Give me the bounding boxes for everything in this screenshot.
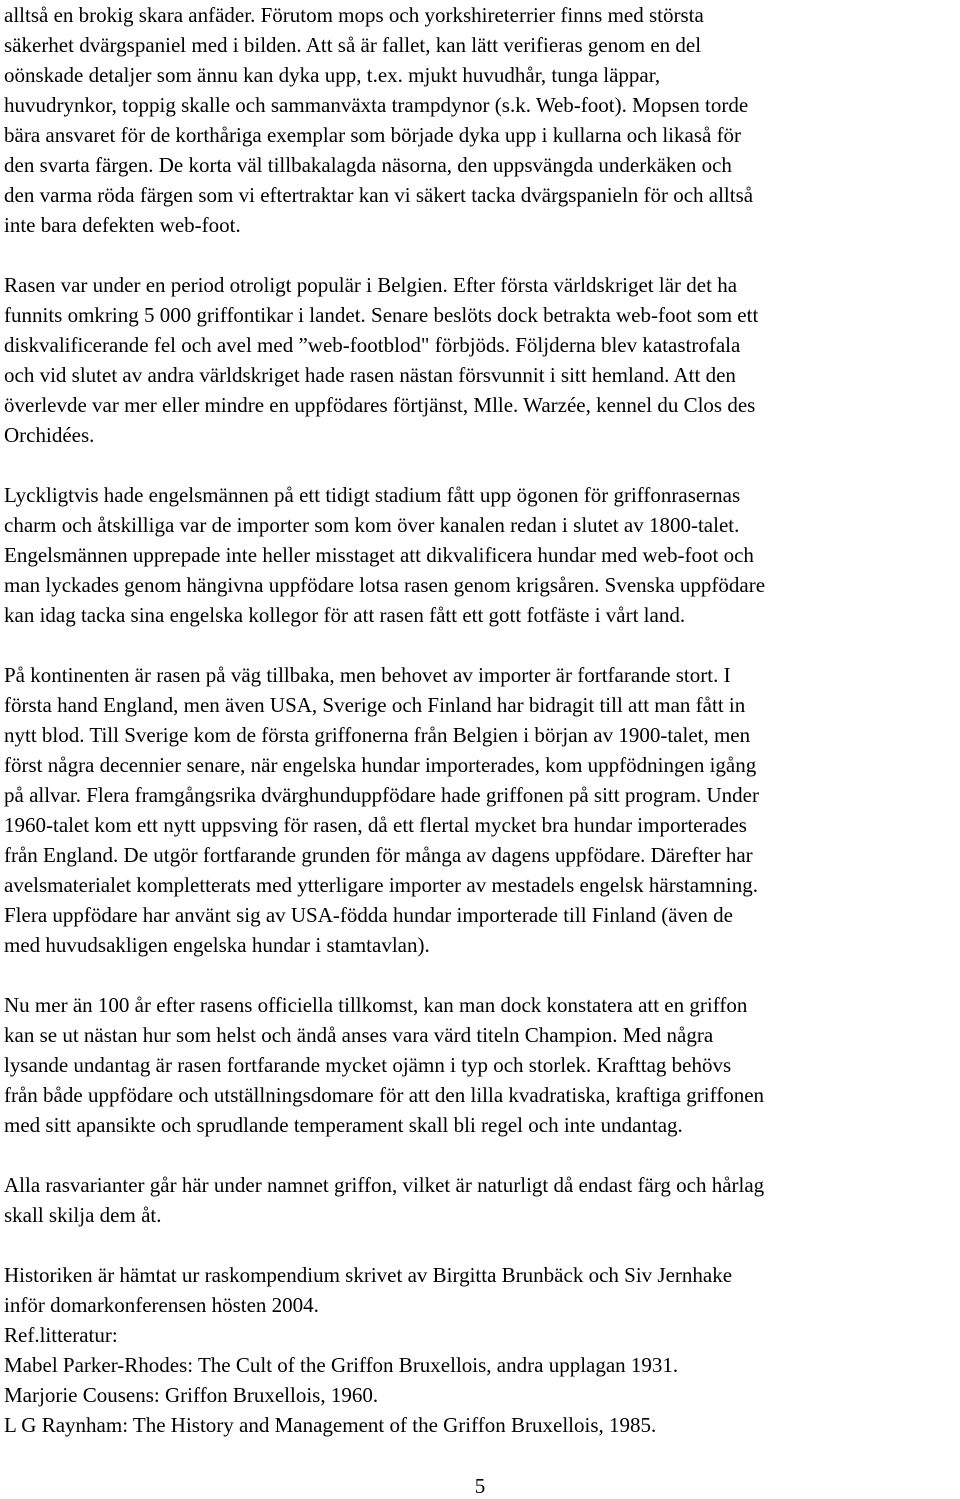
reference-item: L G Raynham: The History and Management of the Griffon Bruxellois, 1985. <box>4 1413 657 1437</box>
text-line: skall skilja dem åt. <box>4 1203 162 1227</box>
paragraph-spacer <box>4 240 956 270</box>
paragraph-spacer <box>4 1140 956 1170</box>
text-line: inför domarkonferensen hösten 2004. <box>4 1293 319 1317</box>
text-line: med sitt apansikte och sprudlande temperament skall bli regel och inte undantag. <box>4 1113 683 1137</box>
text-line: man lyckades genom hängivna uppfödare lotsa rasen genom krigsåren. Svenska uppfödare <box>4 573 766 597</box>
paragraph-spacer <box>4 960 956 990</box>
text-line: lysande undantag är rasen fortfarande mycket ojämn i typ och storlek. Krafttag behövs <box>4 1053 732 1077</box>
text-line: kan se ut nästan hur som helst och ändå anses vara värd titeln Champion. Med några <box>4 1023 714 1047</box>
text-line: bära ansvaret för de korthåriga exemplar som började dyka upp i kullarna och likaså för <box>4 123 742 147</box>
paragraph-today <box>4 990 956 1140</box>
text-line: från både uppfödare och utställningsdomare för att den lilla kvadratiska, kraftiga griffonen <box>4 1083 765 1107</box>
text-line: avelsmaterialet kompletterats med ytterligare importer av mestadels engelsk härstamning. <box>4 873 758 897</box>
paragraph-spacer <box>4 1230 956 1260</box>
text-line: Historiken är hämtat ur raskompendium skrivet av Birgitta Brunbäck och Siv Jernhake <box>4 1263 733 1287</box>
text-line: första hand England, men även USA, Sverige och Finland har bidragit till att man fått in <box>4 693 746 717</box>
paragraph-spacer <box>4 450 956 480</box>
text-line: 1960-talet kom ett nytt uppsving för rasen, då ett flertal mycket bra hundar importerades <box>4 813 747 837</box>
text-line: Lyckligtvis hade engelsmännen på ett tidigt stadium fått upp ögonen för griffonrasernas <box>4 483 741 507</box>
reference-item: Marjorie Cousens: Griffon Bruxellois, 1960. <box>4 1383 379 1407</box>
text-line: funnits omkring 5 000 griffontikar i landet. Senare beslöts dock betrakta web-foot som ett <box>4 303 759 327</box>
text-line: säkerhet dvärgspaniel med i bilden. Att så är fallet, kan lätt verifieras genom en del <box>4 33 702 57</box>
paragraph-continent <box>4 660 956 960</box>
reference-heading: Ref.litteratur: <box>4 1323 118 1347</box>
text-line: Nu mer än 100 år efter rasens officiella tillkomst, kan man dock konstatera att en griffon <box>4 993 748 1017</box>
text-line: den svarta färgen. De korta väl tillbakalagda näsorna, den uppsvängda underkäken och <box>4 153 732 177</box>
text-line: inte bara defekten web-foot. <box>4 213 241 237</box>
text-line: charm och åtskilliga var de importer som kom över kanalen redan i slutet av 1800-talet. <box>4 513 740 537</box>
reference-item: Mabel Parker-Rhodes: The Cult of the Griffon Bruxellois, andra upplagan 1931. <box>4 1353 679 1377</box>
document-page <box>4 0 956 1440</box>
text-line: Flera uppfödare har använt sig av USA-födda hundar importerade till Finland (även de <box>4 903 733 927</box>
text-line: alltså en brokig skara anfäder. Förutom mops och yorkshireterrier finns med största <box>4 3 704 27</box>
text-line: Rasen var under en period otroligt populär i Belgien. Efter första världskriget lär det ha <box>4 273 738 297</box>
text-line: den varma röda färgen som vi eftertraktar kan vi säkert tacka dvärgspanieln för och alltså <box>4 183 754 207</box>
text-line: kan idag tacka sina engelska kollegor för att rasen fått ett gott fotfäste i vårt land. <box>4 603 686 627</box>
text-line: och vid slutet av andra världskriget hade rasen nästan försvunnit i sitt hemland. Att den <box>4 363 736 387</box>
text-line: överlevde var mer eller mindre en uppfödares förtjänst, Mlle. Warzée, kennel du Clos des <box>4 393 756 417</box>
paragraph-references <box>4 1260 956 1440</box>
page-number: 5 <box>474 1474 486 1498</box>
text-line: från England. De utgör fortfarande grunden för många av dagens uppfödare. Därefter har <box>4 843 753 867</box>
paragraph-varieties <box>4 1170 956 1230</box>
text-line: Engelsmännen upprepade inte heller misstaget att dikvalificera hundar med web-foot och <box>4 543 754 567</box>
text-line: med huvudsakligen engelska hundar i stamtavlan). <box>4 933 430 957</box>
text-line: huvudrynkor, toppig skalle och sammanväxta trampdynor (s.k. Web-foot). Mopsen torde <box>4 93 749 117</box>
paragraph-origins <box>4 0 956 240</box>
text-line: oönskade detaljer som ännu kan dyka upp, t.ex. mjukt huvudhår, tunga läppar, <box>4 63 661 87</box>
text-line: Orchidées. <box>4 423 95 447</box>
paragraph-spacer <box>4 630 956 660</box>
text-line: på allvar. Flera framgångsrika dvärghunduppfödare hade griffonen på sitt program. Under <box>4 783 759 807</box>
paragraph-belgium <box>4 270 956 450</box>
text-line: diskvalificerande fel och avel med ”web-footblod" förbjöds. Följderna blev katastrofala <box>4 333 741 357</box>
text-line: nytt blod. Till Sverige kom de första griffonerna från Belgien i början av 1900-talet, men <box>4 723 751 747</box>
text-line: Alla rasvarianter går här under namnet griffon, vilket är naturligt då endast färg och hårlag <box>4 1173 765 1197</box>
text-line: först några decennier senare, när engelska hundar importerades, kom uppfödningen igång <box>4 753 757 777</box>
text-line: På kontinenten är rasen på väg tillbaka, men behovet av importer är fortfarande stort. I <box>4 663 731 687</box>
paragraph-england <box>4 480 956 630</box>
